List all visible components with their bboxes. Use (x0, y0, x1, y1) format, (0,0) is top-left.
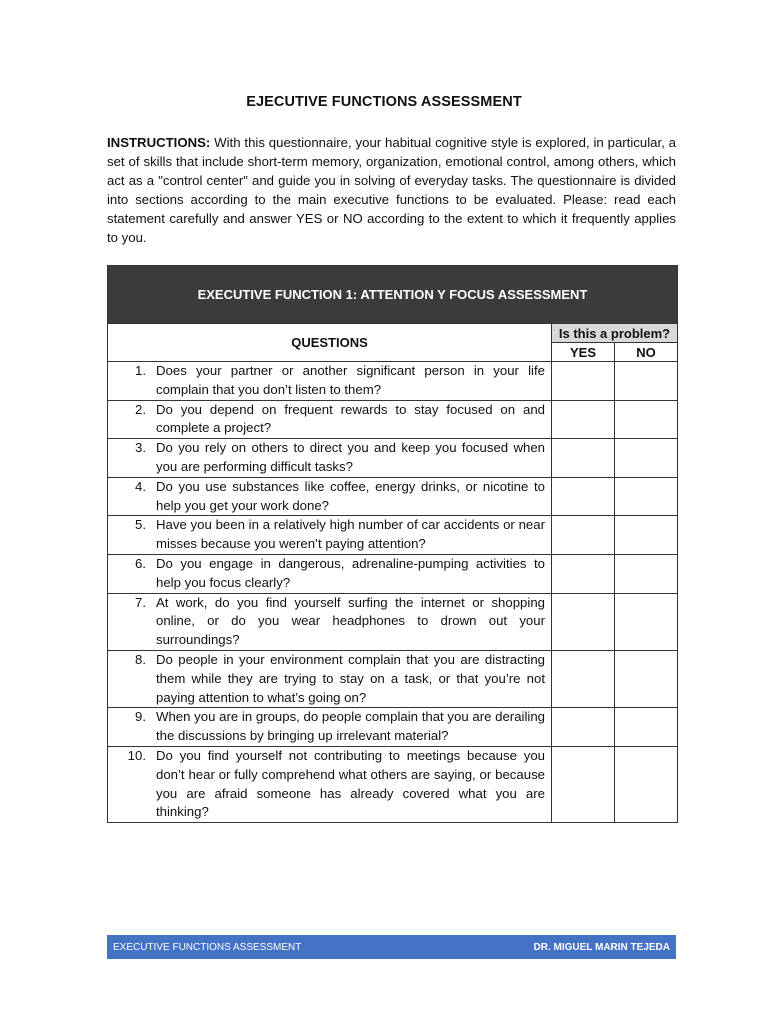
no-header: NO (615, 343, 678, 362)
question-cell (108, 477, 552, 516)
question-cell (108, 516, 552, 555)
yes-answer-cell[interactable] (552, 400, 615, 439)
question-cell (108, 593, 552, 650)
question-number: 9. (135, 709, 146, 725)
question-text: Do you use substances like coffee, energy drinks, or nicotine to help you get your work done? (156, 478, 545, 513)
yes-answer-cell[interactable] (552, 362, 615, 401)
question-number: 7. (135, 594, 146, 610)
question-number: 3. (135, 440, 146, 456)
question-cell (108, 554, 552, 593)
yes-answer-cell[interactable] (552, 439, 615, 478)
question-number: 10. (127, 747, 146, 763)
assessment-table-wrapper (107, 265, 677, 823)
yes-answer-cell[interactable] (552, 593, 615, 650)
yes-answer-cell[interactable] (552, 554, 615, 593)
question-text: Do you rely on others to direct you and keep you focused when you are performing difficult tasks? (156, 440, 545, 474)
no-answer-cell[interactable] (615, 650, 678, 707)
question-row (108, 439, 678, 478)
document-title: EJECUTIVE FUNCTIONS ASSESSMENT (246, 94, 522, 110)
question-text: Have you been in a relatively high number of car accidents or near misses because you weren’t paying attention? (156, 517, 545, 552)
question-number: 5. (135, 517, 146, 533)
question-text: When you are in groups, do people complain that you are derailing the discussions by bringing up irrelevant material? (156, 709, 545, 744)
question-cell (108, 746, 552, 822)
question-row (108, 400, 678, 439)
question-row (108, 593, 678, 650)
question-cell (108, 439, 552, 478)
question-text: At work, do you find yourself surfing the internet or shopping online, or do you wear headphones to drown out your surroundings? (156, 594, 545, 648)
no-answer-cell[interactable] (615, 708, 678, 747)
no-answer-cell[interactable] (615, 746, 678, 822)
yes-answer-cell[interactable] (552, 516, 615, 555)
question-row (108, 516, 678, 555)
question-text: Do you find yourself not contributing to meetings because you don’t hear or fully comprehend what others are saying, or because you are afraid someone has already covered what you are thinking? (156, 747, 545, 820)
yes-answer-cell[interactable] (552, 477, 615, 516)
question-row (108, 554, 678, 593)
section-banner: EXECUTIVE FUNCTION 1: ATTENTION Y FOCUS ASSESSMENT (108, 266, 678, 324)
instructions-paragraph (107, 133, 676, 247)
question-row (108, 650, 678, 707)
page-footer (107, 935, 676, 959)
assessment-table (107, 265, 678, 823)
question-row (108, 477, 678, 516)
problem-header: Is this a problem? (552, 324, 678, 343)
yes-answer-cell[interactable] (552, 650, 615, 707)
question-cell (108, 400, 552, 439)
question-number: 4. (135, 478, 146, 494)
footer-author: DR. MIGUEL MARIN TEJEDA (533, 941, 670, 953)
no-answer-cell[interactable] (615, 400, 678, 439)
question-cell (108, 650, 552, 707)
question-row (108, 746, 678, 822)
question-text: Do people in your environment complain that you are distracting them while they are trying to stay on a task, or that you’re not paying attention to what’s going on? (156, 651, 545, 705)
question-cell (108, 708, 552, 747)
no-answer-cell[interactable] (615, 554, 678, 593)
yes-answer-cell[interactable] (552, 746, 615, 822)
yes-answer-cell[interactable] (552, 708, 615, 747)
question-number: 8. (135, 651, 146, 667)
questions-header: QUESTIONS (108, 324, 552, 362)
no-answer-cell[interactable] (615, 593, 678, 650)
instructions-text: With this questionnaire, your habitual cognitive style is explored, in particular, a set of skills that include short-term memory, organization, emotional control, among others, which act as a "control center" and guide you in solving of everyday tasks. The questionnaire is divided into sections according to the main executive functions to be evaluated. Please: read each statement carefully and answer YES or NO according to the extent to which it frequently applies to you. (107, 135, 676, 245)
no-answer-cell[interactable] (615, 439, 678, 478)
yes-header: YES (552, 343, 615, 362)
no-answer-cell[interactable] (615, 477, 678, 516)
question-cell (108, 362, 552, 401)
footer-title: EXECUTIVE FUNCTIONS ASSESSMENT (113, 941, 302, 953)
question-number: 1. (135, 363, 146, 378)
question-number: 6. (135, 555, 146, 571)
question-text: Do you depend on frequent rewards to stay focused on and complete a project? (156, 401, 545, 436)
question-row (108, 362, 678, 401)
no-answer-cell[interactable] (615, 362, 678, 401)
question-row (108, 708, 678, 747)
question-text: Does your partner or another significant person in your life complain that you don’t listen to them? (156, 363, 545, 397)
question-number: 2. (135, 401, 146, 417)
question-text: Do you engage in dangerous, adrenaline-pumping activities to help you focus clearly? (156, 555, 545, 590)
no-answer-cell[interactable] (615, 516, 678, 555)
instructions-label: INSTRUCTIONS: (107, 135, 211, 150)
